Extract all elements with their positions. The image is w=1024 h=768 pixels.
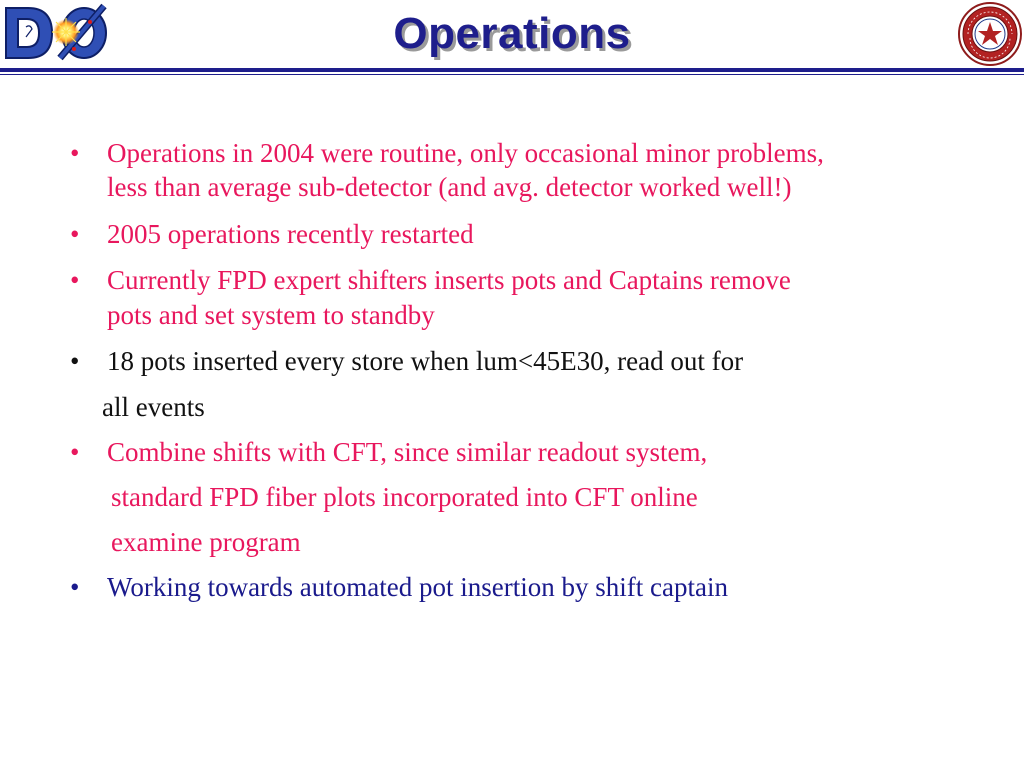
bullet-5-line-3: examine program: [111, 527, 301, 557]
bullet-3-line-1: Currently FPD expert shifters inserts pots and Captains remove: [107, 265, 791, 295]
bullet-5-line-1: Combine shifts with CFT, since similar readout system,: [107, 437, 708, 467]
bullet-6-line-1: Working towards automated pot insertion by shift captain: [107, 572, 728, 602]
bullet-2-line-1: 2005 operations recently restarted: [107, 219, 474, 249]
bullet-glyph: •: [70, 265, 80, 295]
bullet-glyph: •: [70, 437, 80, 467]
bullet-glyph: •: [70, 572, 80, 602]
bullet-glyph: •: [70, 138, 80, 168]
bullet-5-line-2: standard FPD fiber plots incorporated into CFT online: [111, 482, 698, 512]
bullet-1-line-1: Operations in 2004 were routine, only occasional minor problems,: [107, 138, 824, 168]
bullet-4-line-2: all events: [102, 392, 205, 422]
bullet-glyph: •: [70, 219, 80, 249]
bullet-3-line-2: pots and set system to standby: [107, 300, 435, 330]
bullet-glyph: •: [70, 346, 80, 376]
slide-title: Operations: [393, 9, 631, 58]
bullet-1-line-2: less than average sub-detector (and avg. detector worked well!): [107, 172, 792, 202]
bullet-4-line-1: 18 pots inserted every store when lum<45E30, read out for: [107, 346, 744, 376]
